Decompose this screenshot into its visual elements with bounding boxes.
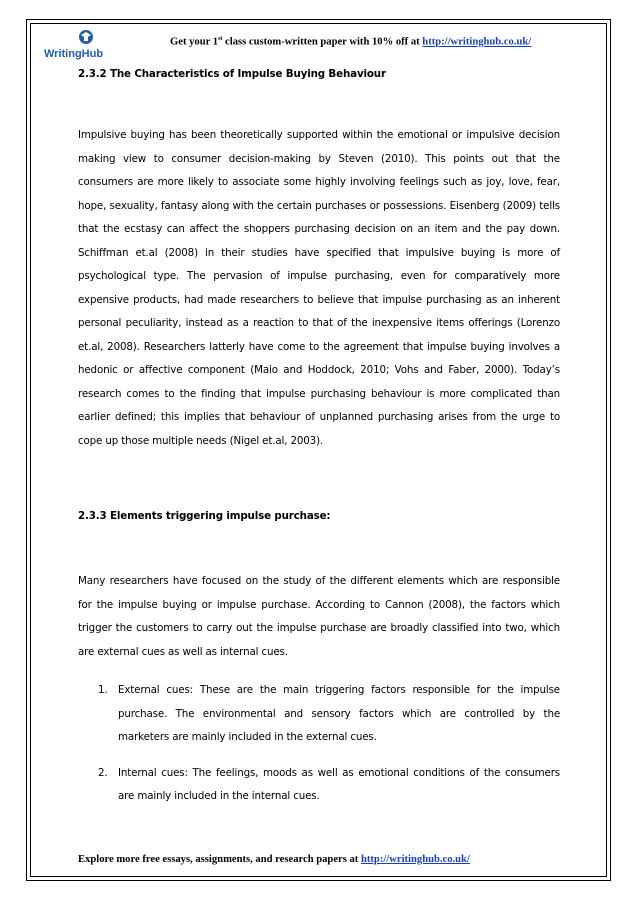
section-232-heading: 2.3.2 The Characteristics of Impulse Buying Behaviour — [78, 68, 386, 80]
header-promo-link[interactable]: http://writinghub.co.uk/ — [422, 36, 532, 48]
footer-promo — [78, 854, 470, 865]
cue-list — [98, 679, 560, 809]
list-item-number: 1. — [98, 684, 108, 696]
section-233-paragraph: Many researchers have focused on the study of the different elements which are responsible for the impulse buying or impulse purchase. According to Cannon (2008), the factors which trigger the customers to carry out the impulse purchase are broadly classified into two, which are external cues as well as internal cues. — [78, 575, 560, 658]
header-promo-mid: class custom-written paper with 10% off at — [222, 36, 423, 48]
list-item — [98, 679, 560, 750]
logo-text: WritingHub — [44, 48, 104, 60]
list-item-number: 2. — [98, 766, 108, 779]
header-promo-sup: st — [218, 36, 223, 42]
list-item — [98, 762, 560, 809]
section-232-paragraph: Impulsive buying has been theoretically supported within the emotional or impulsive decision making view to consumer decision-making by Steven (2010). This points out that the consumers are more likely to associate some highly involving feelings such as joy, love, fear, hope, sexuality, fantasy along with the certain purchases or possessions. Eisenberg (2009) tells that the ecstasy can affect the shoppers purchasing decision on an item and the pay down. Schiffman et.al (2008) in their studies have specified that impulsive buying is more of psychological type. The pervasion of impulse purchasing, even for comparatively more expensive products, had made researchers to believe that impulse purchasing as an inherent personal peculiarity, instead as a reaction to that of the inexpensive items offerings (Lorenzo et.al, 2008). Researchers latterly have come to the agreement that impulse buying involves a hedonic or affective component (Maio and Hoddock, 2010; Vohs and Faber, 2000). Today’s research comes to the finding that impulse purchasing behaviour is more complicated than earlier defined; this implies that behaviour of unplanned purchasing arises from the urge to cope up those multiple needs (Nigel et.al, 2003). — [78, 129, 560, 447]
header-promo-prefix: Get your 1 — [170, 36, 219, 48]
footer-promo-link[interactable]: http://writinghub.co.uk/ — [360, 854, 470, 865]
footer-promo-text: Explore more free essays, assignments, and research papers at — [78, 854, 361, 865]
list-item-text: External cues: These are the main triggering factors responsible for the impulse purchase. The environmental and sensory factors which are controlled by the marketers are mainly included in the external cues. — [118, 684, 560, 743]
header-promo — [120, 36, 620, 48]
writinghub-logo — [42, 29, 114, 63]
section-233-heading: 2.3.3 Elements triggering impulse purchase: — [78, 510, 331, 522]
list-item-text: Internal cues: The feelings, moods as well as emotional conditions of the consumers are mainly included in the internal cues. — [118, 766, 560, 802]
